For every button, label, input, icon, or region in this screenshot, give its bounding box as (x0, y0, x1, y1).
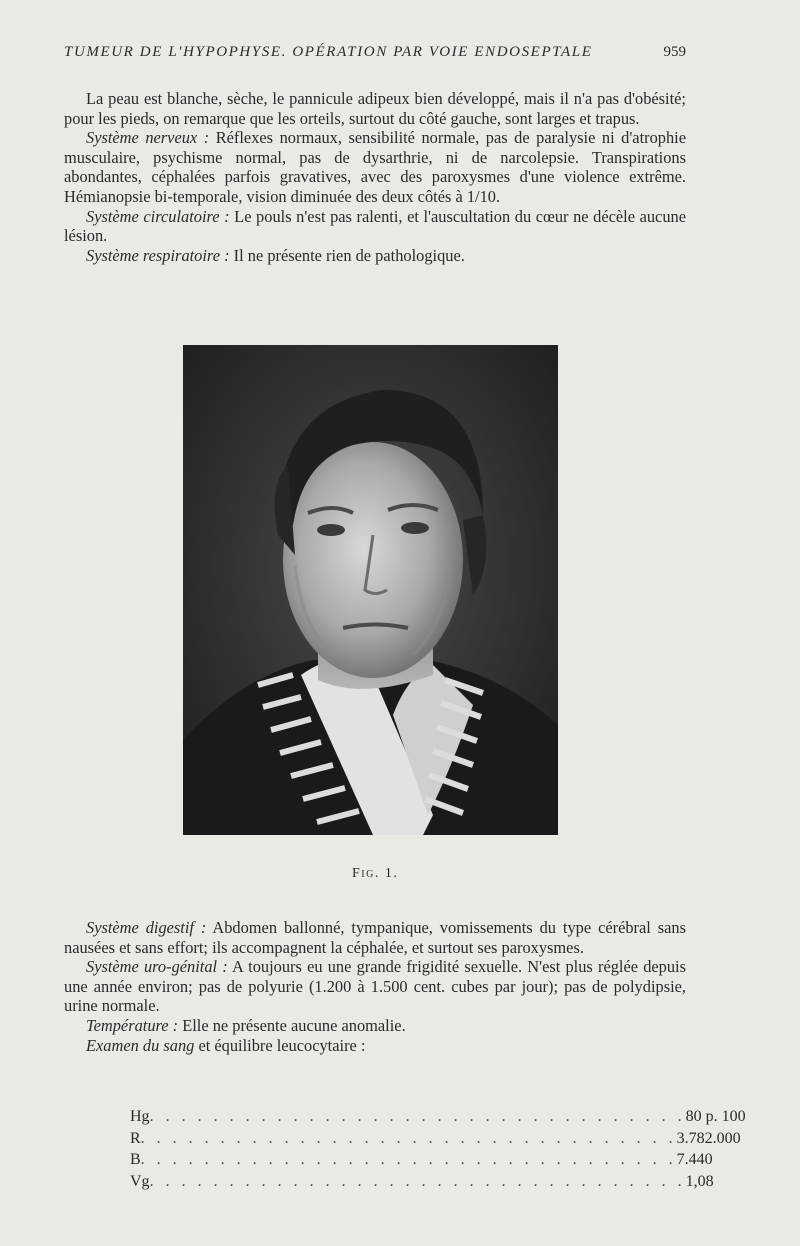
section-text-digestive: Abdomen ballonné, tympanique, vomissements du type cérébral sans nausées et sans effort; ils accompagnent la céphalée, et surtout ses paroxysmes. (64, 918, 686, 957)
dot-leader: . . . . . . . . . . . . . . . . . . . . . . . . . . . . . . . . . . (140, 1129, 677, 1147)
paragraph-nervous-system (64, 128, 686, 206)
section-label-digestive: Système digestif : (86, 918, 207, 937)
paragraph-blood-exam (64, 1036, 686, 1056)
section-label-temperature: Température : (86, 1015, 179, 1035)
paragraph-respiratory-system (64, 246, 686, 266)
patient-photograph (183, 345, 558, 835)
text-block-bottom (64, 918, 686, 1055)
running-header (64, 44, 686, 61)
paragraph-temperature (64, 1016, 686, 1036)
row-value: 1,08 (685, 1172, 714, 1190)
paragraph-circulatory-system (64, 207, 686, 246)
row-value: 3.782.000 (676, 1129, 741, 1147)
text-block-top (64, 89, 686, 265)
paragraph-digestive-system (64, 918, 686, 957)
row-value: 80 p. 100 (685, 1108, 746, 1125)
page-number: 959 (663, 44, 686, 60)
section-label-urogenital: Système uro-génital : (86, 957, 228, 977)
dot-leader: . . . . . . . . . . . . . . . . . . . . . . . . . . . . . . . . . . (149, 1172, 686, 1190)
section-text-circulatory: Le pouls n'est pas ralenti, et l'auscultation du cœur ne décèle aucune lésion. (64, 206, 686, 246)
section-text-urogenital: A toujours eu une grande frigidité sexuelle. N'est plus réglée depuis une année environ; pas de polyurie (1.200 à 1.500 cent. cubes par jour); pas de polydipsie, urine normale. (64, 957, 686, 1016)
row-key: Vg (130, 1172, 150, 1190)
paragraph-skin: La peau est blanche, sèche, le pannicule adipeux bien développé, mais il n'a pas d'obésité; pour les pieds, on remarque que les orteils, surtout du côté gauche, sont larges et trapus. (64, 89, 686, 128)
section-label-circulatory: Système circulatoire : (86, 206, 230, 226)
row-key: Hg (130, 1108, 150, 1125)
running-title: TUMEUR DE L'HYPOPHYSE. OPÉRATION PAR VOIE ENDOSEPTALE (64, 44, 593, 60)
section-label-blood: Examen du sang (86, 1035, 195, 1055)
section-text-blood: et équilibre leucocytaire : (194, 1035, 366, 1055)
paragraph-urogenital-system (64, 957, 686, 1016)
figure-caption: Fig. 1. (352, 866, 399, 881)
table-row (130, 1128, 741, 1150)
section-text-temperature: Elle ne présente aucune anomalie. (178, 1015, 406, 1035)
dot-leader: . . . . . . . . . . . . . . . . . . . . . . . . . . . . . . . . . . (149, 1108, 686, 1125)
table-row (130, 1106, 746, 1128)
section-text-nervous: Réflexes normaux, sensibilité normale, pas de paralysie ni d'atrophie musculaire, psychisme normal, pas de dysarthrie, ni de narcolepsie. Transpirations abondantes, céphalées parfois gravatives, avec des paroxysmes d'une violence extrême. Hémianopsie bi-temporale, vision diminuée des deux côtés à 1/10. (64, 128, 687, 206)
blood-values-table (130, 1106, 746, 1192)
table-row (130, 1149, 713, 1171)
section-label-nervous: Système nerveux : (86, 128, 210, 148)
dot-leader: . . . . . . . . . . . . . . . . . . . . . . . . . . . . . . . . . . (140, 1151, 677, 1168)
portrait-illustration (183, 345, 558, 835)
table-row (130, 1171, 714, 1193)
row-key: B (130, 1151, 141, 1168)
section-text-respiratory: Il ne présente rien de pathologique. (229, 245, 465, 265)
section-label-respiratory: Système respiratoire : (86, 245, 230, 265)
row-key: R (130, 1129, 141, 1147)
row-value: 7.440 (676, 1151, 713, 1168)
